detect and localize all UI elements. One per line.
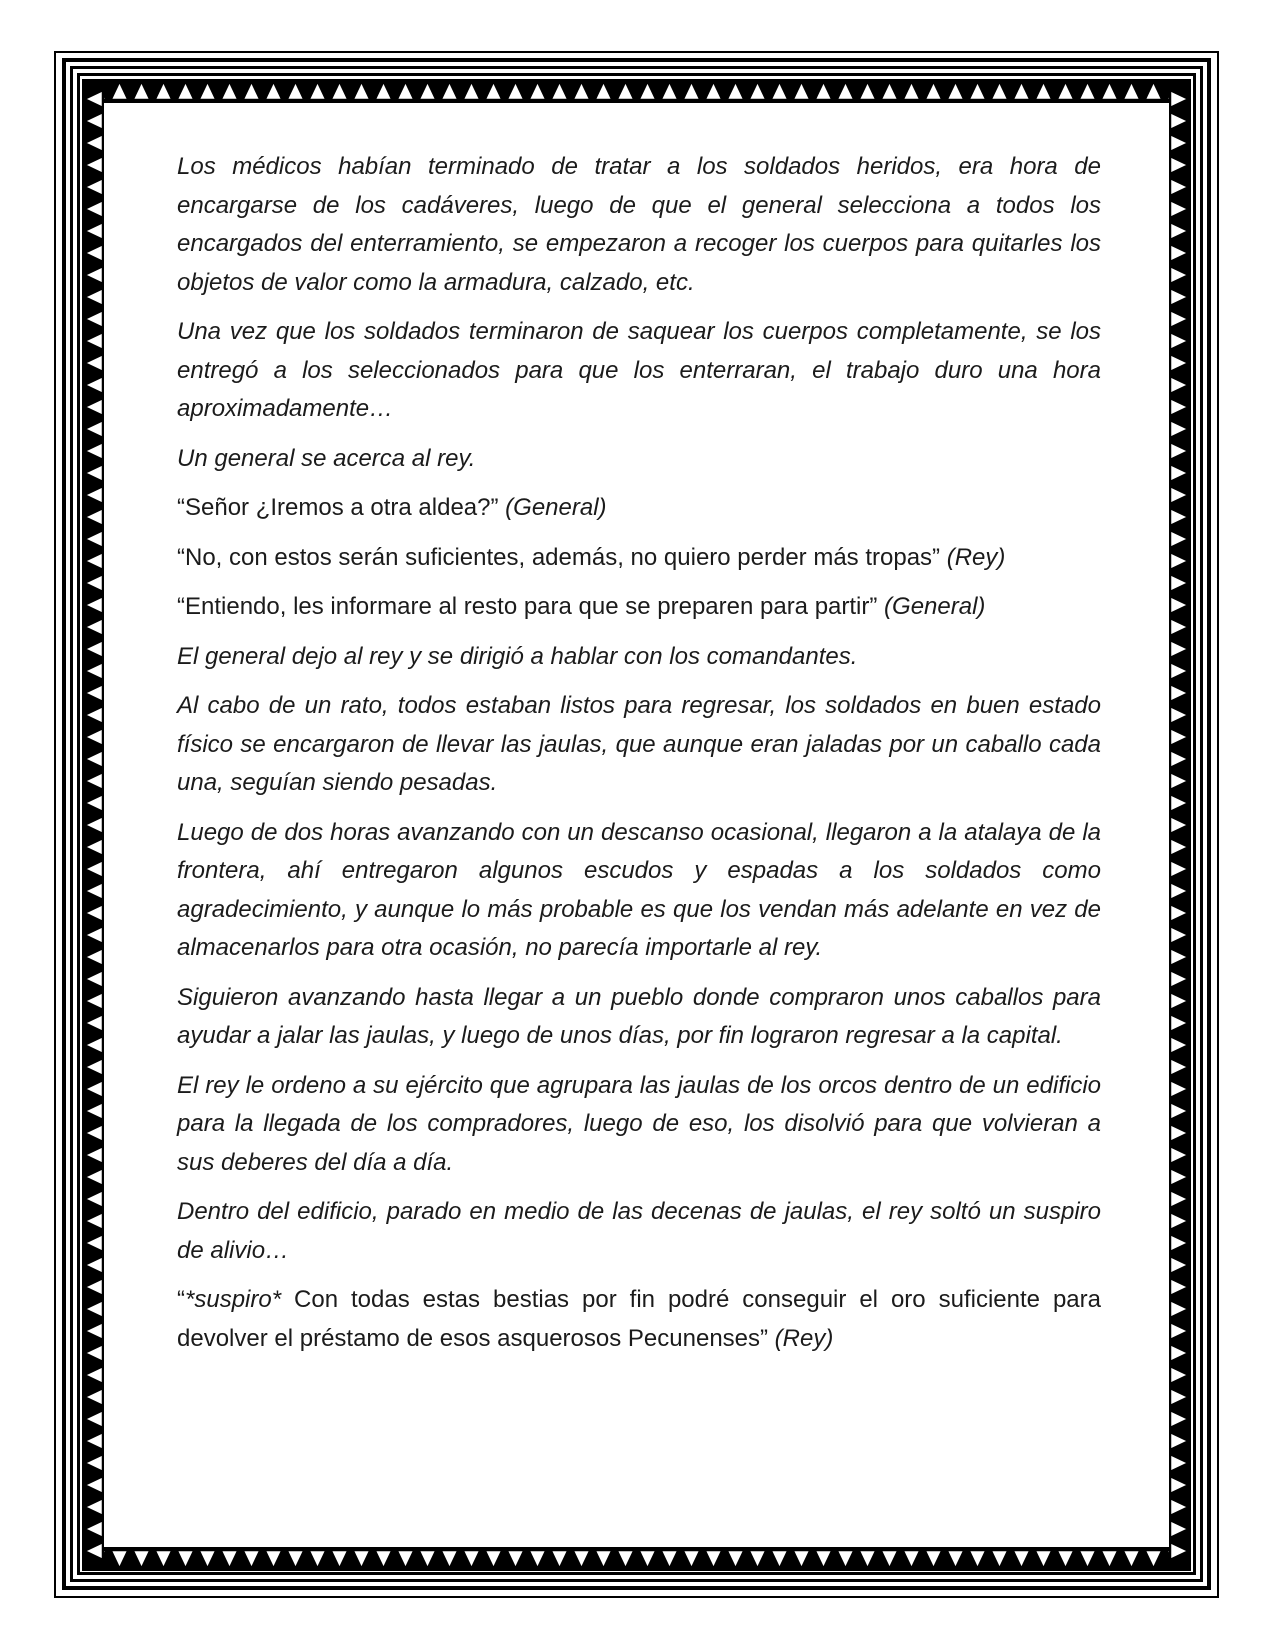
narration-paragraph: El rey le ordeno a su ejército que agrupara las jaulas de los orcos dentro de un edificio para la llegada de los compradores, luego de eso, los disolvió para que volvieran a sus deberes del día a día. [177, 1071, 1101, 1176]
narration-paragraph: Una vez que los soldados terminaron de saquear los cuerpos completamente, se los entregó a los seleccionados para que los enterraran, el trabajo duro una hora aproximadamente… [177, 318, 1101, 422]
dialogue-line: “No, con estos serán suficientes, además, no quiero perder más tropas” [177, 543, 941, 571]
narration-paragraph: Los médicos habían terminado de tratar a los soldados heridos, era hora de encargarse de los cadáveres, luego de que el general selecciona a todos los encargados del enterramiento, se empezaron a recoger los cuerpos para quitarles los objetos de valor como la armadura, calzado, etc. [177, 153, 1101, 296]
border-zigzag-right [1169, 79, 1191, 1571]
speaker-tag: (Rey) [946, 543, 1006, 571]
dialogue-line: “Señor ¿Iremos a otra aldea?” [177, 494, 499, 521]
dialogue-paragraph [177, 489, 1101, 528]
narration-paragraph: Al cabo de un rato, todos estaban listos para regresar, los soldados en buen estado físico se encargaron de llevar las jaulas, que aunque eran jaladas por un caballo cada una, seguían siendo pesadas. [177, 692, 1101, 796]
narration-paragraph: Luego de dos horas avanzando con un descanso ocasional, llegaron a la atalaya de la frontera, ahí entregaron algunos escudos y espadas a los soldados como agradecimiento, y aunque lo más probable es que los vendan más adelante en vez de almacenarlos para otra ocasión, no parecía importarle al rey. [177, 818, 1101, 961]
dialogue-line: Con todas estas bestias por fin podré conseguir el oro suficiente para devolver el préstamo de esos asquerosos Pecunenses” [177, 1286, 1101, 1352]
border-zigzag-left [82, 79, 104, 1571]
narration-paragraph: El general dejo al rey y se dirigió a hablar con los comandantes. [177, 642, 858, 670]
border-zigzag-top [82, 79, 1191, 101]
speaker-tag: (Rey) [774, 1324, 834, 1352]
border-zigzag-bottom [82, 1549, 1191, 1571]
dialogue-paragraph [177, 588, 1101, 627]
dialogue-line: “Entiendo, les informare al resto para que se preparen para partir” [177, 593, 878, 620]
speaker-tag: (General) [884, 593, 986, 620]
narration-paragraph: Siguieron avanzando hasta llegar a un pueblo donde compraron unos caballos para ayudar a jalar las jaulas, y luego de unos días, por fin lograron regresar a la capital. [177, 983, 1101, 1049]
narration-paragraph: Un general se acerca al rey. [177, 444, 476, 472]
sigh-emphasis: *suspiro* [185, 1286, 282, 1313]
speaker-tag: (General) [505, 494, 607, 521]
story-text [177, 148, 1101, 1369]
dialogue-paragraph [177, 539, 1101, 578]
narration-paragraph: Dentro del edificio, parado en medio de las decenas de jaulas, el rey soltó un suspiro de alivio… [177, 1198, 1101, 1264]
open-quote: “ [177, 1286, 185, 1313]
dialogue-paragraph [177, 1281, 1101, 1358]
